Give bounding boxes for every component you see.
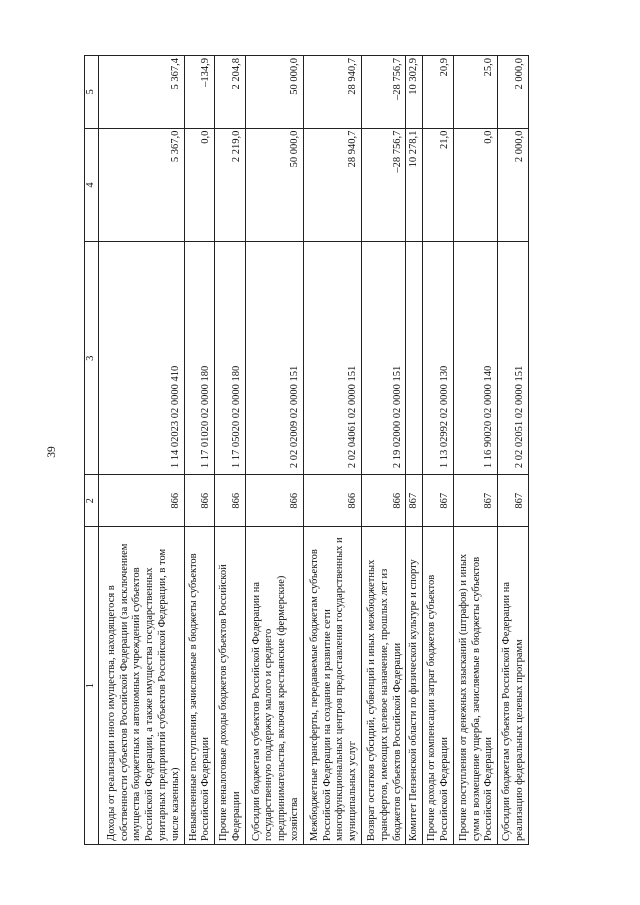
row-value-5: 28 940,7 [303,56,361,129]
row-admin-code: 866 [245,475,303,527]
revenue-table [84,55,529,845]
rotated-table-wrapper [84,55,529,845]
row-budget-code: 1 13 02992 02 0000 130 [423,242,454,475]
row-admin-code: 867 [406,475,423,527]
row-value-5: –28 756,7 [361,56,405,129]
row-admin-code: 867 [423,475,454,527]
row-value-4: 2 219,0 [215,128,246,242]
row-budget-code [406,242,423,475]
row-value-4: 0,0 [453,128,497,242]
table-row [361,56,405,845]
row-admin-code: 866 [99,475,185,527]
row-value-5: 2 000,0 [498,56,529,129]
header-col-3: 3 [85,242,99,475]
row-budget-code: 2 02 04061 02 0000 151 [303,242,361,475]
row-name: Субсидии бюджетам субъектов Российской Федерации на реализацию федеральных целевых программ [498,527,529,845]
row-budget-code: 1 14 02023 02 0000 410 [99,242,185,475]
table-row [99,56,185,845]
row-value-4: 5 367,0 [99,128,185,242]
table-row [406,56,423,845]
row-admin-code: 866 [303,475,361,527]
table-row [498,56,529,845]
row-name: Прочие доходы от компенсации затрат бюджетов субъектов Российской Федерации [423,527,454,845]
row-value-4: 10 278,1 [406,128,423,242]
row-value-4: 2 000,0 [498,128,529,242]
row-name: Прочие неналоговые доходы бюджетов субъектов Российской Федерации [215,527,246,845]
row-name: Возврат остатков субсидий, субвенций и иных межбюджетных трансфертов, имеющих целевое назначение, прошлых лет из бюджетов субъектов Российской Федерации [361,527,405,845]
header-col-1: 1 [85,527,99,845]
row-name: Комитет Пензенской области по физической культуре и спорту [406,527,423,845]
row-name: Субсидии бюджетам субъектов Российской Федерации на государственную поддержку малого и среднего предпринимательства, включая крестьянские (фермерские) хозяйства [245,527,303,845]
row-value-4: 28 940,7 [303,128,361,242]
row-value-5: 2 204,8 [215,56,246,129]
row-admin-code: 866 [215,475,246,527]
table-header-row [85,56,99,845]
row-value-5: 25,0 [453,56,497,129]
row-name: Межбюджетные трансферты, передаваемые бюджетам субъектов Российской Федерации на создание и развитие сети многофункциональных центров предоставления государственных и муниципальных услуг [303,527,361,845]
row-budget-code: 2 19 02000 02 0000 151 [361,242,405,475]
page-number: 39 [46,446,58,458]
row-admin-code: 867 [453,475,497,527]
row-admin-code: 866 [184,475,215,527]
row-value-4: 50 000,0 [245,128,303,242]
row-value-5: 10 302,9 [406,56,423,129]
row-value-5: 20,9 [423,56,454,129]
row-value-4: –28 756,7 [361,128,405,242]
row-value-5: 5 367,4 [99,56,185,129]
row-name: Невыясненные поступления, зачисляемые в бюджеты субъектов Российской Федерации [184,527,215,845]
row-budget-code: 1 17 01020 02 0000 180 [184,242,215,475]
row-admin-code: 867 [498,475,529,527]
table-row [423,56,454,845]
header-col-5: 5 [85,56,99,129]
row-name: Доходы от реализации иного имущества, находящегося в собственности субъектов Российской Федерации (за исключением имущества бюджетных и автономных учреждений субъектов Российской Федерации, а также имущества государственных унитарных предприятий субъектов Российской Федерации, в том числе казенных) [99,527,185,845]
row-name: Прочие поступления от денежных взысканий (штрафов) и иных сумм в возмещение ущерба, зачисляемые в бюджеты субъектов Российской Федерации [453,527,497,845]
row-value-4: 21,0 [423,128,454,242]
row-value-4: 0,0 [184,128,215,242]
table-row [184,56,215,845]
header-col-2: 2 [85,475,99,527]
row-budget-code: 1 17 05020 02 0000 180 [215,242,246,475]
header-col-4: 4 [85,128,99,242]
rotated-table-frame [84,55,529,845]
row-budget-code: 1 16 90020 02 0000 140 [453,242,497,475]
table-row [215,56,246,845]
row-budget-code: 2 02 02051 02 0000 151 [498,242,529,475]
row-budget-code: 2 02 02009 02 0000 151 [245,242,303,475]
table-row [453,56,497,845]
row-value-5: –134,9 [184,56,215,129]
table-row [245,56,303,845]
row-value-5: 50 000,0 [245,56,303,129]
row-admin-code: 866 [361,475,405,527]
table-row [303,56,361,845]
